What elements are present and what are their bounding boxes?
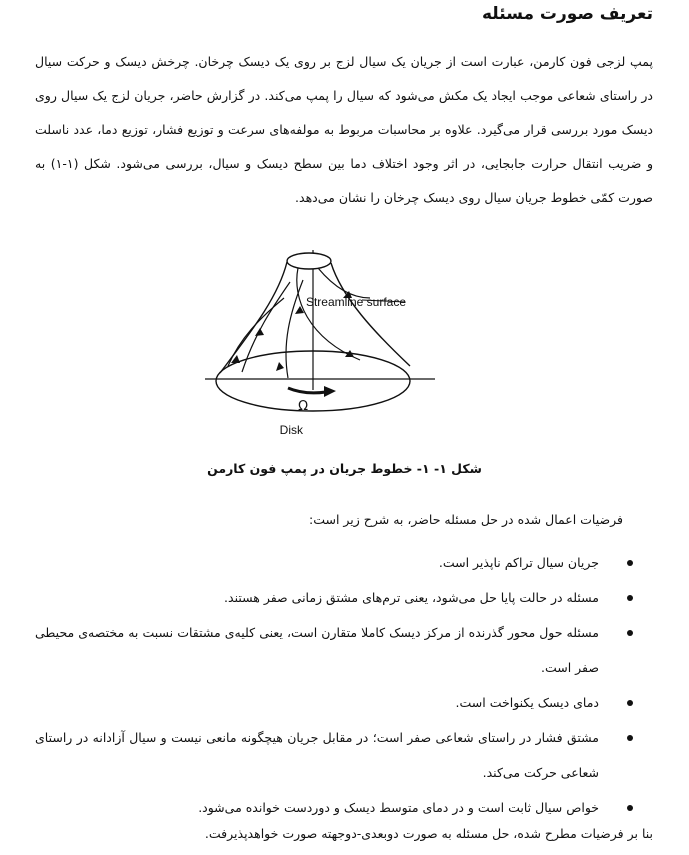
assumption-item — [35, 580, 639, 615]
assumption-text: خواص سیال ثابت است و در دمای متوسط دیسک و دوردست خوانده می‌شود. — [198, 800, 599, 815]
omega-label: Ω — [298, 399, 308, 414]
assumption-item — [35, 720, 639, 790]
section-heading: تعریف صورت مسئله — [482, 4, 653, 24]
streamline-surface-label: Streamline surface — [305, 295, 406, 309]
arrowhead-3 — [255, 328, 264, 336]
streamline-4 — [286, 280, 303, 378]
assumption-item — [35, 545, 639, 580]
assumption-text: دمای دیسک یکنواخت است. — [455, 695, 599, 710]
conclusion-paragraph: بنا بر فرضیات مطرح شده، حل مسئله به صورت دوبعدی-دوجهته صورت خواهدپذیرفت. — [204, 826, 653, 841]
assumption-item — [35, 790, 639, 825]
streamline-2 — [297, 268, 360, 360]
rotation-arrow — [288, 388, 326, 393]
assumption-item — [35, 615, 639, 685]
figure-caption: شکل ۱- ۱- خطوط جریان در پمپ فون کارمن — [207, 461, 482, 476]
streamline-1 — [318, 268, 370, 298]
surface-right-edge — [331, 263, 410, 366]
bullet-icon — [627, 805, 633, 811]
assumptions-intro: فرضیات اعمال شده در حل مسئله حاضر، به شرح زیر است: — [308, 512, 623, 527]
top-opening-ellipse — [287, 253, 331, 269]
surface-left-edge — [220, 262, 287, 373]
streamline-diagram — [200, 238, 530, 448]
assumption-text: جریان سیال تراکم ناپذیر است. — [438, 555, 599, 570]
arrowhead-5 — [276, 362, 284, 371]
assumption-text: مشتق فشار در راستای شعاعی صفر است؛ در مقابل جریان هیچگونه مانعی نیست و سیال آزادانه در راستای شعاعی حرکت می‌کند. — [35, 730, 599, 780]
bullet-icon — [627, 560, 633, 566]
intro-paragraph: پمپ لزجی فون کارمن، عبارت است از جریان یک سیال لزج بر روی یک دیسک چرخان. چرخش دیسک و حرکت سیال در راستای شعاعی موجب ایجاد یک مکش می‌شود که سیال را پمپ می‌کند. در گزارش حاضر، جریان لزج یک سیال روی دیسک مورد بررسی قرار می‌گیرد. علاوه بر محاسبات مربوط به مولفه‌های سرعت و توزیع فشار، توزیع دما، عدد ناسلت و ضریب انتقال حرارت جابجایی، در اثر وجود اختلاف دما بین سطح دیسک و سیال، بررسی می‌شود. شکل (۱-۱) به صورت کمّی خطوط جریان سیال روی دیسک چرخان را نشان می‌دهد. — [35, 54, 654, 205]
assumption-text: مسئله حول محور گذرنده از مرکز دیسک کاملا متقارن است، یعنی کلیه‌ی مشتقات نسبت به مختصه‌ی محیطی صفر است. — [35, 625, 599, 675]
bullet-icon — [627, 735, 633, 741]
bullet-icon — [627, 595, 633, 601]
rotation-arrowhead — [324, 386, 336, 397]
figure-streamlines — [200, 238, 530, 448]
streamline-5 — [228, 298, 284, 366]
bullet-icon — [627, 630, 633, 636]
disk-label: Disk — [279, 423, 303, 437]
assumptions-list — [35, 545, 639, 825]
assumption-item — [35, 685, 639, 720]
bullet-icon — [627, 700, 633, 706]
assumption-text: مسئله در حالت پایا حل می‌شود، یعنی ترم‌های مشتق زمانی صفر هستند. — [224, 590, 599, 605]
